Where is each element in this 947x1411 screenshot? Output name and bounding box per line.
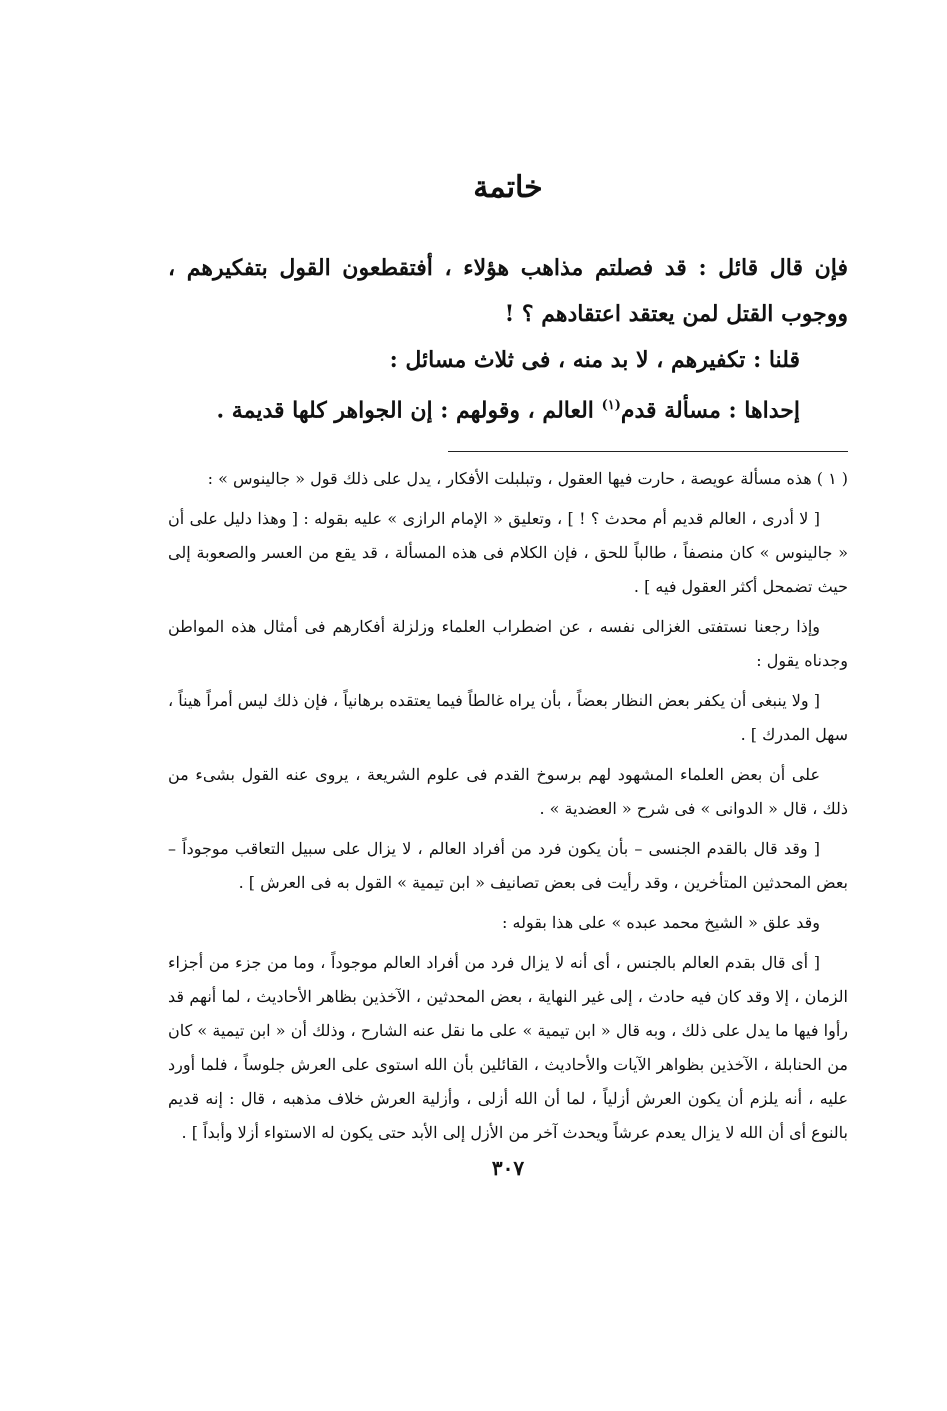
footnote-mark[interactable]: (١) (601, 398, 621, 413)
footnotes (168, 462, 848, 1150)
paragraph-lead: قلنا : (753, 347, 800, 373)
paragraph-first-issue (168, 383, 848, 433)
footnote-paragraph: ( ١ ) هذه مسألة عويصة ، حارت فيها العقول ، وتبلبلت الأفكار ، يدل على ذلك قول « جالينوس » : (207, 469, 848, 489)
main-text (168, 245, 848, 433)
chapter-title: خاتمة (473, 170, 543, 205)
paragraph-lead: فإن قال قائل : (698, 255, 848, 281)
footnote-paragraph: على أن بعض العلماء المشهود لهم برسوخ القدم فى علوم الشريعة ، يروى عنه القول بشىء من ذلك ، قال « الدوانى » فى شرح « العضدية » . (168, 765, 848, 819)
footnote-paragraph: [ لا أدرى ، العالم قديم أم محدث ؟ ! ] ، وتعليق « الإمام الرازى » عليه بقوله : [ وهذا دليل على أن « جالينوس » كان منصفاً ، طالباً للحق ، فإن الكلام فى هذه المسألة ، قد يقع من العسر والصعوبة إلى حيث تضمحل أكثر العقول فيه ] . (168, 509, 848, 597)
footnote-paragraph: [ وقد قال بالقدم الجنسى – بأن يكون فرد من أفراد العالم ، لا يزال على سبيل التعاقب موجوداً – بعض المحدثين المتأخرين ، وقد رأيت فى بعض تصانيف « ابن تيمية » القول به فى العرش ] . (168, 839, 848, 893)
paragraph-question (168, 245, 848, 337)
paragraph-text: مسألة قدم (620, 397, 721, 424)
page-number: ٣٠٧ (491, 1156, 525, 1181)
paragraph-text: العالم ، وقولهم : إن الجواهر كلها قديمة . (216, 397, 594, 424)
paragraph-answer (168, 337, 848, 383)
paragraph-lead: إحداها : (728, 397, 800, 424)
footnote-paragraph: [ ولا ينبغى أن يكفر بعض النظار بعضاً ، بأن يراه غالطاً فيما يعتقده برهانياً ، فإن ذلك ليس أمراً هيناً ، سهل المدرك ] . (168, 691, 848, 745)
paragraph-text: قد فصلتم مذاهب هؤلاء ، أفتقطعون القول بتفكيرهم ، ووجوب القتل لمن يعتقد اعتقادهم ؟ ! (168, 255, 848, 327)
book-page (168, 170, 848, 1180)
paragraph-text: تكفيرهم ، لا بد منه ، فى ثلاث مسائل : (389, 347, 746, 373)
footnote-separator (448, 451, 848, 452)
footnote-paragraph: وإذا رجعنا نستفتى الغزالى نفسه ، عن اضطراب العلماء وزلزلة أفكارهم فى أمثال هذه المواطن وجدناه يقول : (168, 617, 848, 671)
footnote-paragraph: وقد علق « الشيخ محمد عبده » على هذا بقوله : (502, 913, 820, 933)
footnote-paragraph: [ أى قال بقدم العالم بالجنس ، أى أنه لا يزال فرد من أفراد العالم موجوداً ، وما من جزء من أجزاء الزمان ، إلا وقد كان فيه حادث ، إلى غير النهاية ، بعض المحدثين ، الآخذين بظاهر الأحاديث ، لما أنهم قد رأوا فيها ما يدل على ذلك ، وبه قال « ابن تيمية » على ما نقل عنه الشارح ، وذلك أن « ابن تيمية » كان من الحنابلة ، الآخذين بظواهر الآيات والأحاديث ، القائلين بأن الله استوى على العرش جلوساً ، فلما أورد عليه ، أنه يلزم أن يكون العرش أزلياً ، لما أن الله أزلى ، وأزلية العرش خلاف مذهبه ، قال : إنه قديم بالنوع أى أن الله لا يزال يعدم عرشاً ويحدث آخر من الأزل إلى الأبد حتى يكون له الاستواء أزلا وأبداً ] . (168, 953, 849, 1143)
